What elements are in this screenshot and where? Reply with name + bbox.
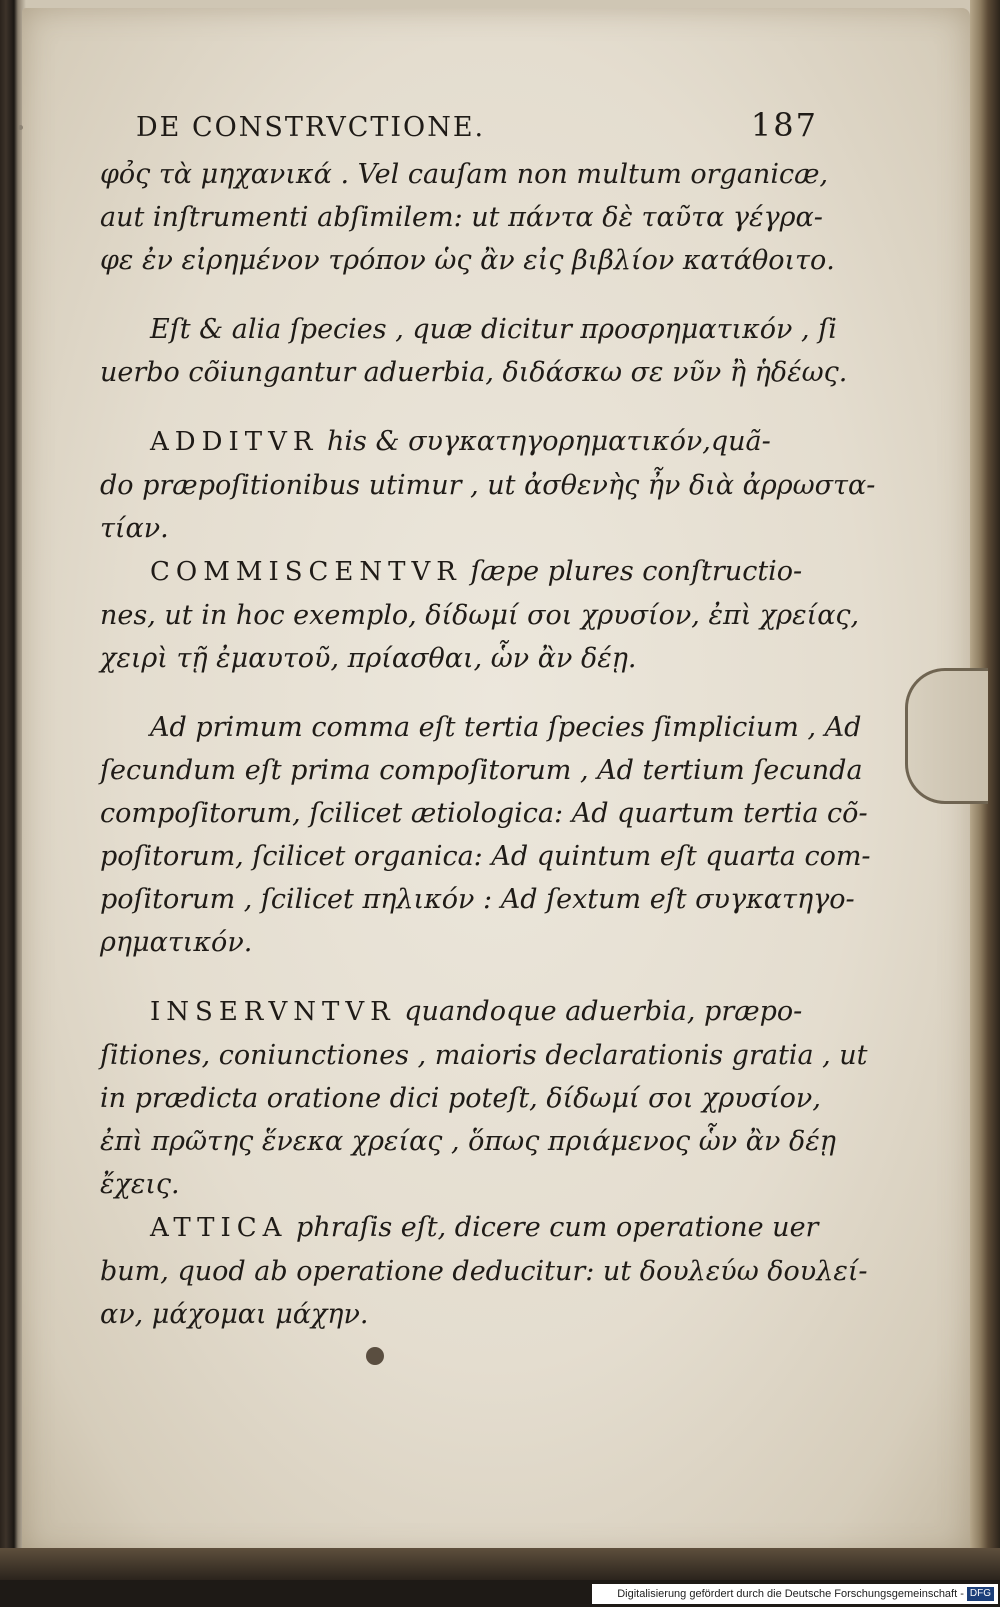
small-caps-lead: COMMISCENTVR (150, 557, 462, 587)
line-text: uerbo cõiungantur aduerbia, διδάσκω σε νῦν ἢ ἡδέως. (100, 357, 848, 388)
line-text: bum, quod ab operatione deducitur: ut δουλεύω δουλεί- (100, 1256, 868, 1287)
line-text: Ad primum comma eſt tertia ſpecies ſimplicium , Ad (150, 712, 862, 743)
clasp-tab (905, 668, 988, 804)
line-text: τίαν. (100, 513, 169, 544)
footer-credit (592, 1584, 998, 1604)
text-line (100, 308, 837, 351)
text-line (100, 351, 848, 394)
text-line (100, 706, 862, 749)
line-text: ρηματικόν. (100, 927, 253, 958)
dfg-logo: DFG (967, 1587, 994, 1601)
line-text: ἐπὶ πρῶτης ἕνεκα χρείας , ὅπως πριάμενος ὧν ἂν δέῃ (100, 1126, 836, 1157)
text-line (100, 1034, 868, 1077)
line-text: φε ἐν εἰρημένον τρόπον ὡς ἂν εἰς βιβλίον κατάθοιτο. (100, 245, 835, 276)
line-text: nes, ut in hoc exemplo, δίδωμί σοι χρυσίον, ἐπὶ χρείας, (100, 600, 860, 631)
text-line (100, 921, 800, 964)
text-line (100, 153, 829, 196)
paragraph (100, 153, 835, 282)
paragraph (100, 420, 876, 680)
line-text: ſecundum eſt prima compoſitorum , Ad tertium ſecunda (100, 755, 863, 786)
text-line (100, 1120, 836, 1163)
line-text: φο̉ς τὰ μηχανικά . Vel cauſam non multum organicæ, (100, 159, 829, 190)
paper-speck (18, 125, 23, 130)
text-line (100, 749, 863, 792)
text-line (100, 464, 876, 507)
line-text: Eſt & alia ſpecies , quæ dicitur προσρηματικόν , ſi (150, 314, 837, 345)
text-line (100, 594, 860, 637)
page-text (100, 104, 876, 1362)
line-text: quandoque aduerbia, præpo- (395, 996, 803, 1027)
text-line (100, 550, 803, 594)
paragraph (100, 308, 848, 394)
paragraph (100, 706, 871, 964)
book-bottom-edge (0, 1548, 1000, 1580)
line-text: in prædicta oratione dici poteſt, δίδωμί σοι χρυσίον, (100, 1083, 821, 1114)
text-line (100, 420, 800, 464)
line-text: do præpoſitionibus utimur , ut ἀσθενὴς ἦν διὰ ἀρρωστα- (100, 470, 876, 501)
text-line (100, 1293, 800, 1336)
text-line (100, 1163, 800, 1206)
text-line (100, 835, 871, 878)
line-text: αν, μάχομαι μάχην. (100, 1299, 369, 1330)
line-text: ἔχεις. (100, 1169, 180, 1200)
paragraph (100, 990, 868, 1336)
footer-text: Digitalisierung gefördert durch die Deutsche Forschungsgemeinschaft - (617, 1588, 964, 1600)
line-text: poſitorum, ſcilicet organica: Ad quintum eſt quarta com- (100, 841, 871, 872)
line-text: ſitiones, coniunctiones , maioris declarationis gratia , ut (100, 1040, 868, 1071)
text-line (100, 1206, 819, 1250)
small-caps-lead: ATTICA (150, 1213, 288, 1243)
text-line (100, 792, 868, 835)
text-line (100, 878, 855, 921)
text-line (100, 239, 835, 282)
text-line (100, 990, 803, 1034)
line-text: compoſitorum, ſcilicet ætiologica: Ad quartum tertia cõ- (100, 798, 868, 829)
page-number: 187 (750, 106, 818, 144)
line-text: his & συγκατηγορηματικόν,quã- (318, 426, 771, 457)
line-text: χειρὶ τῇ ἐμαυτοῦ, πρίασθαι, ὧν ἂν δέῃ. (100, 643, 637, 674)
text-line (100, 637, 800, 680)
small-caps-lead: ADDITVR (150, 427, 319, 457)
running-title: DE CONSTRVCTIONE. (136, 112, 486, 143)
line-text: poſitorum , ſcilicet πηλικόν : Ad ſextum eſt συγκατηγο- (100, 884, 855, 915)
running-header (136, 104, 818, 149)
small-caps-lead: INSERVNTVR (150, 997, 396, 1027)
text-line (100, 507, 800, 550)
line-text: phraſis eſt, dicere cum operatione uer (287, 1212, 819, 1243)
body-text (100, 153, 876, 1336)
line-text: ſæpe plures conſtructio- (461, 556, 803, 587)
line-text: aut inſtrumenti abſimilem: ut πάντα δὲ ταῦτα γέγρα- (100, 202, 823, 233)
text-line (100, 1077, 821, 1120)
text-line (100, 196, 823, 239)
text-line (100, 1250, 868, 1293)
